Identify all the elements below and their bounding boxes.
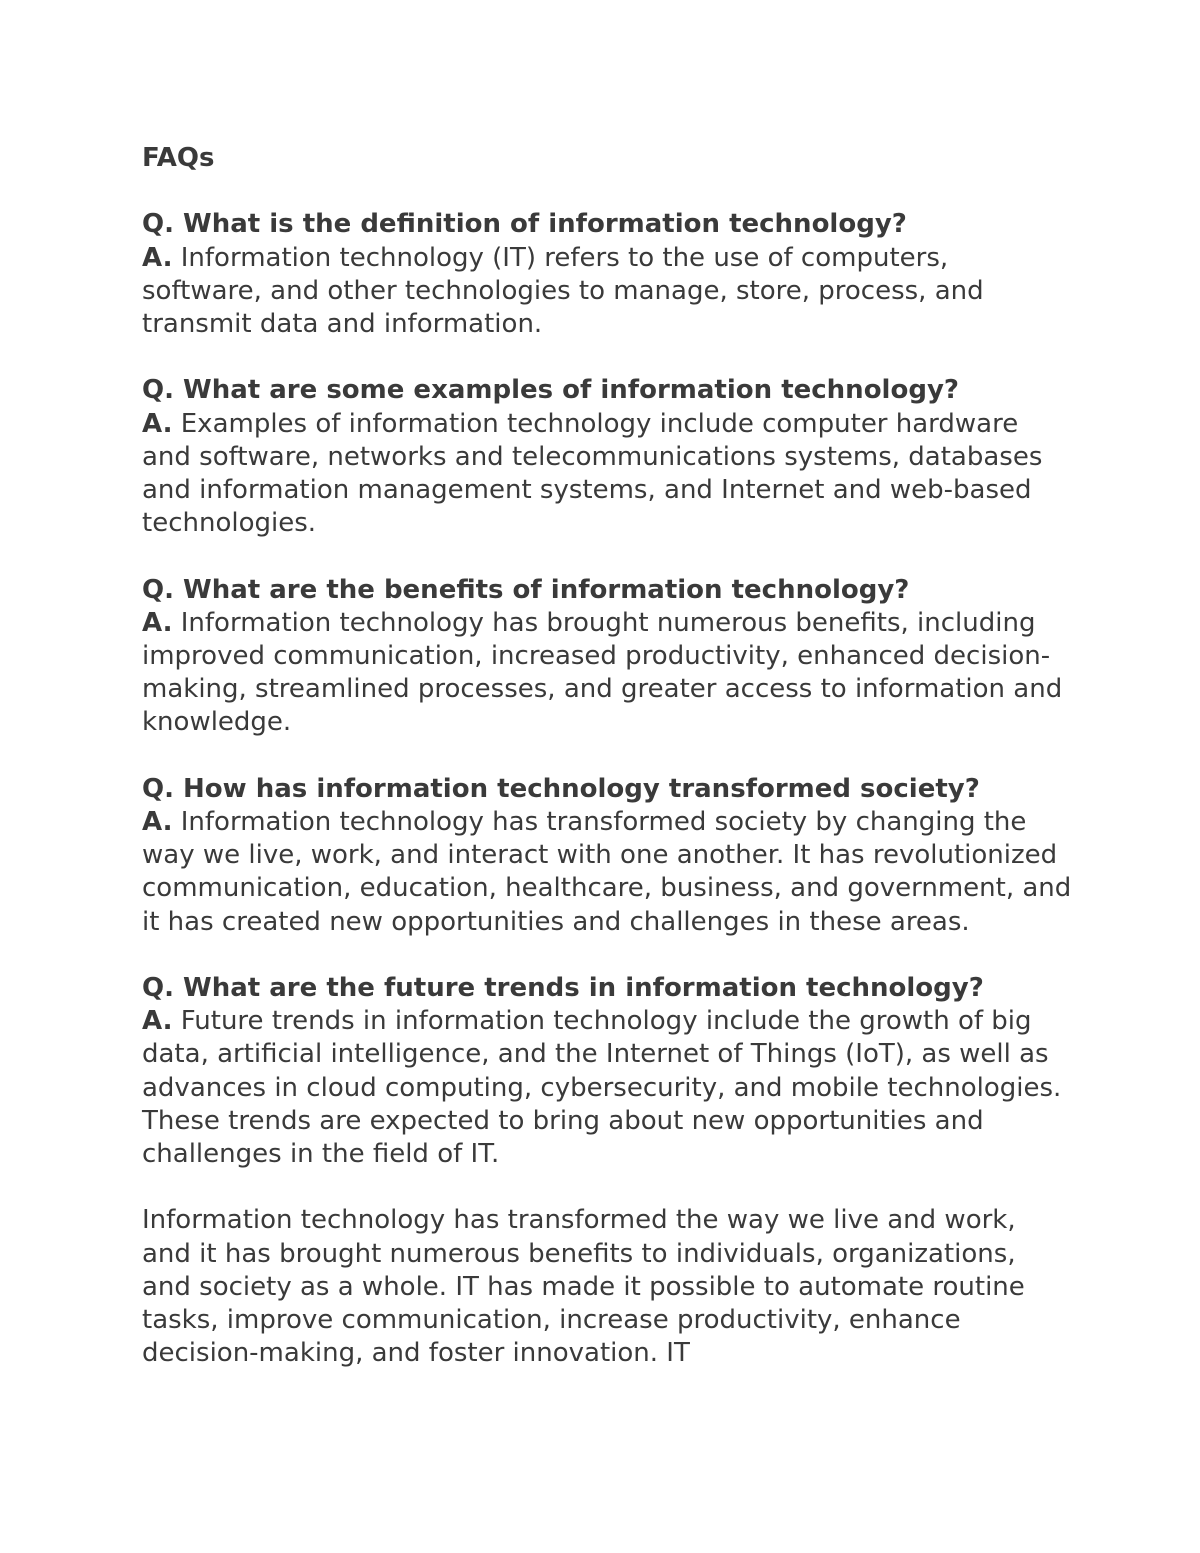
- question-text: What are the benefits of information technology?: [183, 574, 910, 605]
- faq-question: [142, 208, 1072, 241]
- faq-answer: [142, 607, 1072, 740]
- answer-text: Future trends in information technology include the growth of big data, artificial intelligence, and the Internet of Things (IoT), as well as advances in cloud computing, cybersecurity, and mobile technologies. These trends are expected to bring about new opportunities and challenges in the field of IT.: [142, 1006, 1062, 1170]
- faq-heading: FAQs: [142, 143, 215, 173]
- faq-question: [142, 374, 1072, 407]
- question-prefix: Q.: [142, 209, 174, 240]
- question-prefix: Q.: [142, 574, 174, 605]
- question-text: What are some examples of information technology?: [183, 375, 959, 406]
- faq-answer: [142, 242, 1072, 342]
- answer-prefix: A.: [142, 807, 173, 837]
- faq-item-society: [142, 773, 1072, 939]
- answer-text: Examples of information technology include computer hardware and software, networks and telecommunications systems, databases and information management systems, and Internet and web-based technologies.: [142, 408, 1043, 539]
- faq-item-examples: [142, 374, 1072, 540]
- answer-text: Information technology (IT) refers to the use of computers, software, and other technologies to manage, store, process, and transmit data and information.: [142, 242, 984, 339]
- faq-answer: [142, 408, 1072, 541]
- faq-item-future-trends: [142, 972, 1072, 1171]
- faq-item-definition: [142, 208, 1072, 341]
- faq-question: [142, 574, 1072, 607]
- faq-answer: [142, 1005, 1072, 1171]
- question-prefix: Q.: [142, 973, 174, 1003]
- answer-prefix: A.: [142, 408, 173, 439]
- question-text: What are the future trends in information technology?: [183, 973, 984, 1003]
- answer-text: Information technology has transformed society by changing the way we live, work, and interact with one another. It has revolutionized communication, education, healthcare, business, and government, and it has created new opportunities and challenges in these areas.: [142, 807, 1072, 937]
- closing-paragraph: Information technology has transformed the way we live and work, and it has brought numerous benefits to individuals, organizations, and society as a whole. IT has made it possible to automate routine tasks, improve communication, increase productivity, enhance decision-making, and foster innovation. IT: [142, 1205, 1025, 1369]
- answer-prefix: A.: [142, 607, 173, 638]
- question-prefix: Q.: [142, 773, 174, 804]
- question-prefix: Q.: [142, 375, 174, 406]
- answer-prefix: A.: [142, 242, 173, 273]
- faq-question: [142, 773, 1072, 806]
- faq-item-benefits: [142, 574, 1072, 740]
- question-text: How has information technology transformed society?: [183, 773, 980, 804]
- faq-question: [142, 972, 1072, 1005]
- question-text: What is the definition of information technology?: [183, 209, 907, 240]
- answer-text: Information technology has brought numerous benefits, including improved communication, increased productivity, enhanced decision-making, streamlined processes, and greater access to information and knowledge.: [142, 607, 1063, 738]
- document-body: [142, 142, 1072, 1370]
- faq-answer: [142, 806, 1072, 939]
- answer-prefix: A.: [142, 1006, 173, 1037]
